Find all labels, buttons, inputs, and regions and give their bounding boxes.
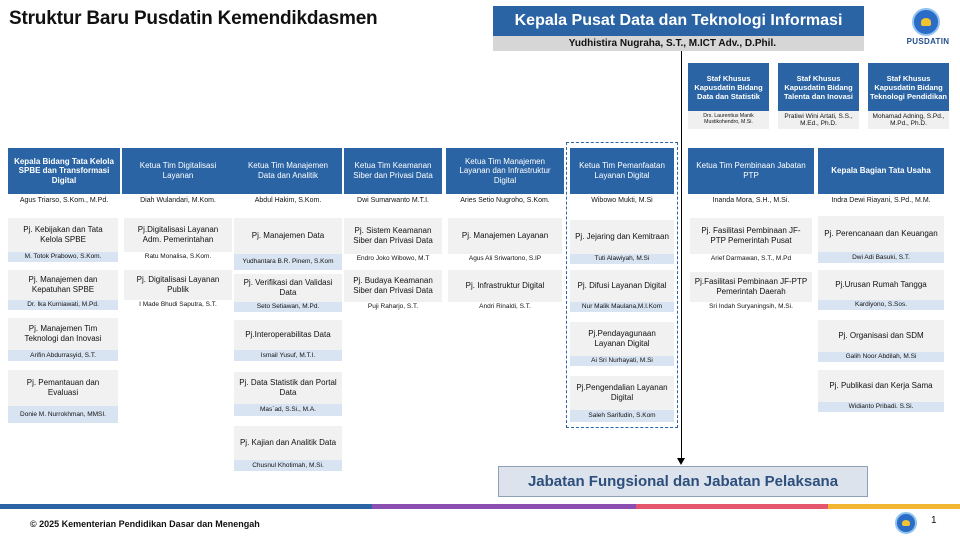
pj-name: Ratu Monalisa, S.Kom.	[124, 252, 232, 262]
pj-box: Pj. Verifikasi dan Validasi Data	[234, 274, 342, 302]
ministry-logo-icon	[895, 512, 917, 534]
pj-box: Pj. Manajemen Tim Teknologi dan Inovasi	[8, 318, 118, 350]
pj-name: Donie M. Nurrokhman, MMSI.	[8, 406, 118, 423]
pj-name: Ismail Yusuf, M.T.I.	[234, 350, 342, 361]
pj-name: Ai Sri Nurhayati, M.Si	[570, 356, 674, 366]
unit-head-spbe: Kepala Bidang Tata Kelola SPBE dan Transformasi Digital	[8, 148, 120, 194]
stafsus-name-teknologi: Mohamad Adning, S.Pd., M.Pd., Ph.D.	[868, 111, 949, 129]
pj-box: Pj. Infrastruktur Digital	[448, 270, 562, 302]
pj-box: Pj. Kajian dan Analitik Data	[234, 426, 342, 460]
pj-name: M. Totok Prabowo, S.Kom.	[8, 252, 118, 262]
footer-stripe-purple	[372, 504, 636, 509]
pj-box: Pj. Sistem Keamanan Siber dan Privasi Data	[344, 218, 442, 254]
pj-box: Pj. Pemantauan dan Evaluasi	[8, 370, 118, 406]
pj-name: I Made Bhudi Saputra, S.T.	[124, 300, 232, 310]
pj-box: Pj. Perencanaan dan Keuangan	[818, 216, 944, 252]
pj-box: Pj. Organisasi dan SDM	[818, 320, 944, 352]
unit-head-name: Abdul Hakim, S.Kom.	[254, 196, 322, 204]
pj-box: Pj. Data Statistik dan Portal Data	[234, 372, 342, 404]
unit-head-name: Wibowo Mukti, M.Si	[591, 196, 653, 204]
pj-box: Pj. Manajemen Layanan	[448, 218, 562, 254]
pj-name: Dwi Adi Basuki, S.T.	[818, 252, 944, 263]
head-of-center-name: Yudhistira Nugraha, S.T., M.ICT Adv., D.Phil.	[493, 36, 864, 51]
pusdatin-logo	[900, 8, 956, 50]
stafsus-name-talenta: Pratiwi Wini Artati, S.S., M.Ed., Ph.D.	[778, 111, 859, 129]
stafsus-title-talenta: Staf Khusus Kapusdatin Bidang Talenta dan Inovasi	[778, 63, 859, 111]
pj-box: Pj.Urusan Rumah Tangga	[818, 270, 944, 300]
stafsus-title-teknologi: Staf Khusus Kapusdatin Bidang Teknologi Pendidikan	[868, 63, 949, 111]
page-title: Struktur Baru Pusdatin Kemendikdasmen	[9, 8, 378, 29]
unit-head-name: Inanda Mora, S.H., M.Si.	[712, 196, 790, 204]
page-number: 1	[931, 515, 937, 526]
pj-name: Arifin Abdurrasyid, S.T.	[8, 350, 118, 361]
pj-name: Puji Raharjo, S.T.	[344, 302, 442, 312]
unit-head-data: Ketua Tim Manajemen Data dan Analitik	[234, 148, 342, 194]
pj-box: Pj.Pendayagunaan Layanan Digital	[570, 322, 674, 356]
pj-name: Agus Ali Sriwartono, S.IP	[448, 254, 562, 264]
pj-box: Pj. Jejaring dan Kemitraan	[570, 220, 674, 254]
pj-box: Pj. Publikasi dan Kerja Sama	[818, 370, 944, 402]
unit-head-tata-usaha: Kepala Bagian Tata Usaha	[818, 148, 944, 194]
unit-head-name: Aries Setio Nugroho, S.Kom.	[460, 196, 550, 204]
pj-name: Widianto Pribadi. S.Si.	[818, 402, 944, 412]
functional-positions-box: Jabatan Fungsional dan Jabatan Pelaksana	[498, 466, 868, 497]
pj-box: Pj.Fasilitasi Pembinaan JF-PTP Pemerintah Daerah	[690, 272, 812, 302]
unit-head-digitalisasi: Ketua Tim Digitalisasi Layanan	[122, 148, 234, 194]
pj-name: Seto Setiawan, M.Pd.	[234, 302, 342, 312]
stafsus-title-data: Staf Khusus Kapusdatin Bidang Data dan Statistik	[688, 63, 769, 111]
pj-box: Pj. Digitalisasi Layanan Publik	[124, 270, 232, 300]
pj-name: Nur Malik Maulana,M.I.Kom	[570, 302, 674, 312]
pj-box: Pj.Interoperabilitas Data	[234, 320, 342, 350]
pj-box: Pj. Kebijakan dan Tata Kelola SPBE	[8, 218, 118, 252]
pj-name: Endro Joko Wibowo, M.T	[344, 254, 442, 264]
pj-box: Pj.Digitalisasi Layanan Adm. Pemerintahan	[124, 218, 232, 252]
pj-box: Pj. Difusi Layanan Digital	[570, 270, 674, 302]
logo-text: PUSDATIN	[906, 37, 950, 46]
pj-name: Arief Darmawan, S.T., M.Pd	[690, 254, 812, 264]
footer-stripe-yellow	[828, 504, 960, 509]
unit-head-name: Agus Triarso, S.Kom., M.Pd.	[19, 196, 109, 204]
pj-name: Kardiyono, S.Sos.	[818, 300, 944, 310]
unit-head-name: Diah Wulandari, M.Kom.	[140, 196, 216, 204]
pj-box: Pj. Budaya Keamanan Siber dan Privasi Data	[344, 270, 442, 302]
head-of-center-box: Kepala Pusat Data dan Teknologi Informasi	[493, 6, 864, 36]
hierarchy-line	[681, 51, 682, 460]
pj-name: Galih Noor Abdilah, M.Si	[818, 352, 944, 362]
unit-head-name: Dwi Sumarwanto M.T.I.	[357, 196, 429, 204]
tut-wuri-logo-icon	[912, 8, 940, 36]
pj-name: Andri Rinaldi, S.T.	[448, 302, 562, 312]
pj-name: Tuti Alawiyah, M.Si	[570, 254, 674, 264]
footer-stripe-blue	[0, 504, 372, 509]
unit-head-ptp: Ketua Tim Pembinaan Jabatan PTP	[688, 148, 814, 194]
pj-name: Yudhantara B.R. Pinem, S.Kom	[234, 254, 342, 270]
pj-box: Pj. Manajemen dan Kepatuhan SPBE	[8, 270, 118, 300]
unit-head-infrastruktur: Ketua Tim Manajemen Layanan dan Infrastruktur Digital	[446, 148, 564, 194]
footer-copyright: © 2025 Kementerian Pendidikan Dasar dan Menengah	[30, 519, 260, 529]
stafsus-name-data: Drs. Laurentius Manik Mustikohendro, M.Si.	[688, 111, 769, 129]
pj-name: Sri Indah Suryaningsih, M.Si.	[690, 302, 812, 312]
footer-stripe-red	[636, 504, 828, 509]
pj-name: Mas`ad, S.Si., M.A.	[234, 404, 342, 416]
pj-box: Pj.Pengendalian Layanan Digital	[570, 376, 674, 410]
pj-name: Chusnul Khotimah, M.Si.	[234, 460, 342, 471]
pj-box: Pj. Manajemen Data	[234, 218, 342, 254]
arrow-down-icon	[677, 458, 685, 465]
pj-name: Saleh Sarifudin, S.Kom	[570, 410, 674, 422]
pj-box: Pj. Fasilitasi Pembinaan JF-PTP Pemerintah Pusat	[690, 218, 812, 254]
pj-name: Dr. Ika Kurniawati, M.Pd.	[8, 300, 118, 310]
unit-head-pemanfaatan: Ketua Tim Pemanfaatan Layanan Digital	[570, 148, 674, 194]
unit-head-name: Indra Dewi Riayani, S.Pd., M.M.	[831, 196, 931, 204]
unit-head-siber: Ketua Tim Keamanan Siber dan Privasi Data	[344, 148, 442, 194]
